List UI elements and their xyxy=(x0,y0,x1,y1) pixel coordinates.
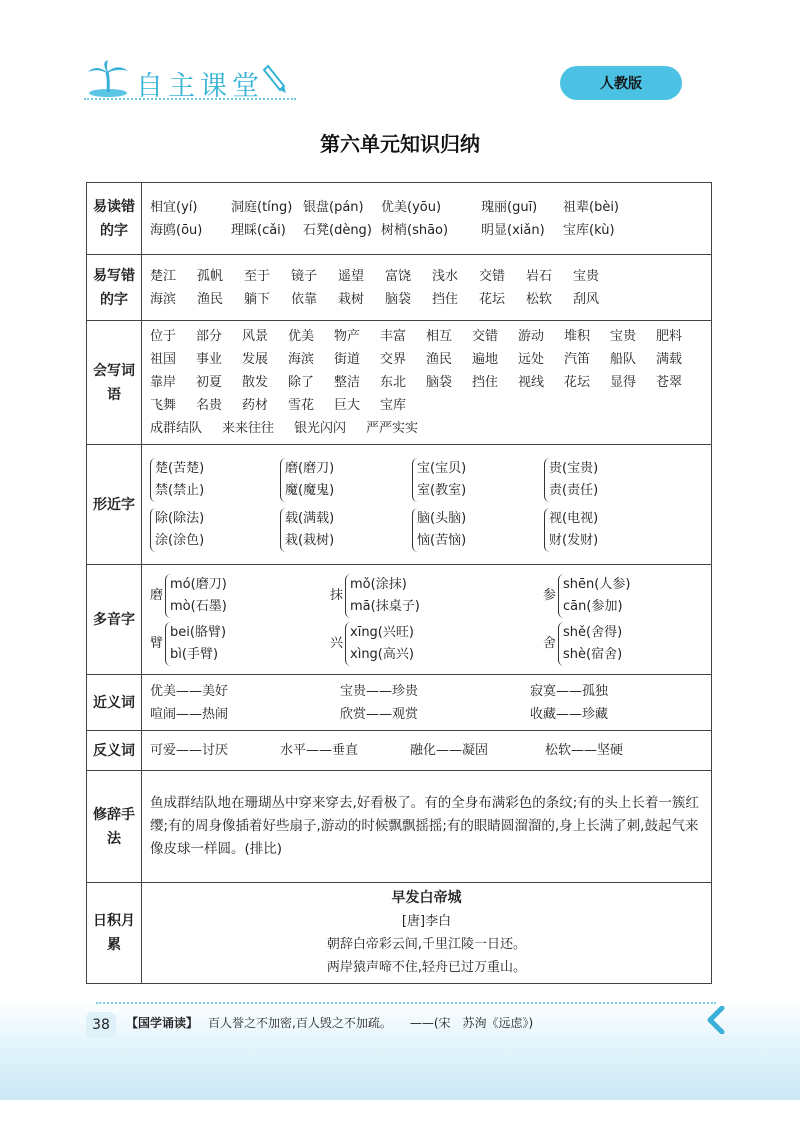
easy-read-content xyxy=(142,183,712,255)
vocab-item: 苍翠 xyxy=(656,375,683,390)
easy-read-item: 明显(xiǎn) xyxy=(481,222,545,238)
similar-group xyxy=(412,458,544,502)
polyphone-group xyxy=(150,574,330,618)
similar-word: 贵(宝贵) xyxy=(549,460,599,476)
easy-read-item: 洞庭(tíng) xyxy=(231,199,293,215)
vocab-item: 雪花 xyxy=(288,398,315,413)
vocab-item: 船队 xyxy=(610,352,637,367)
knowledge-table xyxy=(86,182,712,984)
vocab-item: 汽笛 xyxy=(564,352,591,367)
easy-write-item: 镜子 xyxy=(291,268,318,284)
easy-write-item: 宝贵 xyxy=(573,268,600,284)
easy-read-item: 相宜(yí) xyxy=(150,199,198,215)
easy-write-item: 挡住 xyxy=(432,291,459,307)
easy-write-item: 脑袋 xyxy=(385,291,412,307)
table-row xyxy=(87,445,712,565)
polyphone-content xyxy=(142,565,712,675)
similar-word: 责(责任) xyxy=(549,482,599,498)
similar-word: 视(电视) xyxy=(549,510,599,526)
similar-group xyxy=(544,458,664,502)
similar-word: 楚(苦楚) xyxy=(155,460,205,476)
vocab-item: 名贵 xyxy=(196,398,223,413)
vocab-item: 交错 xyxy=(472,329,499,344)
polyphone-readings xyxy=(165,622,226,666)
palm-tree-icon xyxy=(86,60,132,98)
polyphone-readings xyxy=(558,574,630,618)
vocab-item: 整洁 xyxy=(334,375,361,390)
table-row xyxy=(87,321,712,445)
synonyms-grid xyxy=(150,680,703,726)
row-label-similar: 形近字 xyxy=(87,445,142,565)
vocab-item: 堆积 xyxy=(564,329,591,344)
similar-word: 载(满载) xyxy=(285,510,335,526)
vocab-item: 远处 xyxy=(518,352,545,367)
antonym-pair: 水平——垂直 xyxy=(280,743,359,758)
table-row xyxy=(87,183,712,255)
similar-word: 恼(苦恼) xyxy=(417,532,467,548)
easy-read-item: 海鸥(ōu) xyxy=(150,222,203,238)
easy-read-item: 理睬(cǎi) xyxy=(231,222,286,238)
vocab-item: 位于 xyxy=(150,329,177,344)
row-label-polyphone: 多音字 xyxy=(87,565,142,675)
similar-word: 魔(魔鬼) xyxy=(285,482,335,498)
table-row xyxy=(87,731,712,771)
poem-line: 两岸猿声啼不住,轻舟已过万重山。 xyxy=(326,960,527,975)
easy-write-item: 依靠 xyxy=(291,291,318,307)
vocab-content xyxy=(142,321,712,445)
similar-group xyxy=(280,508,412,552)
synonym-pair: 寂寞——孤独 xyxy=(530,683,609,699)
easy-write-item: 松软 xyxy=(526,291,553,307)
antonyms-content xyxy=(142,731,712,771)
vocab-item: 渔民 xyxy=(426,352,453,367)
synonym-pair: 喧闹——热闹 xyxy=(150,706,229,722)
vocab-item: 游动 xyxy=(518,329,545,344)
vocab-item: 初夏 xyxy=(196,375,223,390)
polyphone-reading: bì(手臂) xyxy=(170,646,219,662)
vocab-item: 宝贵 xyxy=(610,329,637,344)
synonym-pair: 优美——美好 xyxy=(150,683,229,699)
poem-author: [唐]李白 xyxy=(401,914,452,929)
vocab-item: 宝库 xyxy=(380,398,407,413)
vocab-grid xyxy=(150,325,703,417)
footer-divider xyxy=(96,1002,716,1004)
polyphone-reading: shēn(人参) xyxy=(563,576,631,592)
polyphone-group xyxy=(150,622,330,666)
similar-group xyxy=(150,508,280,552)
quote-tag: 【国学诵读】 xyxy=(126,1016,199,1030)
easy-write-item: 遥望 xyxy=(338,268,365,284)
vocab-item: 遍地 xyxy=(472,352,499,367)
easy-write-item: 岩石 xyxy=(526,268,553,284)
polyphone-readings xyxy=(165,574,227,618)
row-label-daily: 日积月累 xyxy=(87,883,142,984)
polyphone-reading: shè(宿舍) xyxy=(563,646,623,662)
quote-source: ——(宋 苏洵《远虑》) xyxy=(409,1016,534,1030)
brand-title: 自主课堂 xyxy=(136,71,264,102)
header-divider xyxy=(84,98,296,100)
vocab-item: 飞舞 xyxy=(150,398,177,413)
polyphone-reading: cān(参加) xyxy=(563,598,623,614)
row-label-rhetoric: 修辞手法 xyxy=(87,771,142,883)
page-number: 38 xyxy=(86,1012,116,1038)
similar-word: 栽(栽树) xyxy=(285,532,335,548)
antonym-pair: 可爱——讨厌 xyxy=(150,743,229,758)
vocab-item: 祖国 xyxy=(150,352,177,367)
easy-write-content xyxy=(142,255,712,321)
polyphone-char: 臂 xyxy=(150,636,164,651)
vocab-item: 药材 xyxy=(242,398,269,413)
similar-group xyxy=(544,508,664,552)
vocab-item: 脑袋 xyxy=(426,375,453,390)
vocab-item: 街道 xyxy=(334,352,361,367)
easy-write-item: 楚江 xyxy=(150,268,177,284)
antonym-pair: 融化——凝固 xyxy=(410,743,489,758)
poem-block xyxy=(142,883,712,984)
easy-write-item: 渔民 xyxy=(197,291,224,307)
easy-write-item: 富饶 xyxy=(385,268,412,284)
easy-write-item: 孤帆 xyxy=(197,268,224,284)
polyphone-readings xyxy=(558,622,622,666)
header-logo xyxy=(84,58,299,104)
similar-word: 室(教室) xyxy=(417,482,467,498)
similar-word: 脑(头脑) xyxy=(417,510,467,526)
similar-word: 宝(宝贝) xyxy=(417,460,467,476)
idiom-item: 银光闪闪 xyxy=(294,421,347,436)
similar-word: 磨(磨刀) xyxy=(285,460,335,476)
vocab-item: 除了 xyxy=(288,375,315,390)
polyphone-char: 磨 xyxy=(150,588,164,603)
polyphone-group xyxy=(543,622,703,666)
antonym-pair: 松软——坚硬 xyxy=(545,743,624,758)
row-label-synonyms: 近义词 xyxy=(87,675,142,731)
easy-write-item: 刮风 xyxy=(573,291,600,307)
polyphone-reading: mǒ(涂抹) xyxy=(350,576,407,592)
polyphone-group xyxy=(330,574,543,618)
polyphone-reading: xīng(兴旺) xyxy=(350,624,414,640)
table-row xyxy=(87,255,712,321)
easy-read-item: 银盘(pán) xyxy=(303,199,364,215)
vocab-item: 交界 xyxy=(380,352,407,367)
vocab-item: 挡住 xyxy=(472,375,499,390)
polyphone-group xyxy=(543,574,703,618)
synonyms-content xyxy=(142,675,712,731)
similar-word: 涂(涂色) xyxy=(155,532,205,548)
vocab-item: 靠岸 xyxy=(150,375,177,390)
easy-write-item: 栽树 xyxy=(338,291,365,307)
vocab-item: 显得 xyxy=(610,375,637,390)
table-row xyxy=(87,675,712,731)
similar-group xyxy=(412,508,544,552)
quote-text: 百人誉之不加密,百人毁之不加疏。 xyxy=(208,1016,392,1030)
edition-badge: 人教版 xyxy=(560,66,682,100)
easy-write-item: 躺下 xyxy=(244,291,271,307)
vocab-item: 视线 xyxy=(518,375,545,390)
vocab-item: 肥料 xyxy=(656,329,683,344)
chevron-left-icon[interactable] xyxy=(704,1006,728,1034)
easy-write-item: 交错 xyxy=(479,268,506,284)
table-row xyxy=(87,771,712,883)
easy-read-item: 宝库(kù) xyxy=(563,222,615,238)
easy-read-item: 祖辈(bèi) xyxy=(563,199,620,215)
easy-write-item: 至于 xyxy=(244,268,271,284)
vocab-item: 风景 xyxy=(242,329,269,344)
similar-group xyxy=(280,458,412,502)
vocab-item: 相互 xyxy=(426,329,453,344)
vocab-item: 满载 xyxy=(656,352,683,367)
easy-write-grid xyxy=(150,265,703,311)
rhetoric-text: 鱼成群结队地在珊瑚丛中穿来穿去,好看极了。有的全身布满彩色的条纹;有的头上长着一簇红缨;有的周身像插着好些扇子,游动的时候飘飘摇摇;有的眼睛圆溜溜的,身上长满了刺,鼓起气来像皮球一样圆。(排比) xyxy=(142,771,712,883)
polyphone-reading: xìng(高兴) xyxy=(350,646,414,662)
vocab-item: 事业 xyxy=(196,352,223,367)
polyphone-readings xyxy=(345,574,420,618)
easy-read-item: 瑰丽(guī) xyxy=(481,199,538,215)
vocab-item: 巨大 xyxy=(334,398,361,413)
polyphone-reading: shě(舍得) xyxy=(563,624,623,640)
polyphone-group xyxy=(330,622,543,666)
easy-read-grid xyxy=(150,196,703,242)
easy-read-item: 石凳(dèng) xyxy=(303,222,372,238)
vocab-item: 优美 xyxy=(288,329,315,344)
idiom-row xyxy=(150,417,703,440)
vocab-item: 东北 xyxy=(380,375,407,390)
pencil-icon xyxy=(262,62,290,96)
polyphone-reading: mó(磨刀) xyxy=(170,576,227,592)
footer-quote xyxy=(126,1014,533,1031)
polyphone-reading: mò(石墨) xyxy=(170,598,227,614)
row-label-easy-write: 易写错的字 xyxy=(87,255,142,321)
similar-word: 财(发财) xyxy=(549,532,599,548)
synonym-pair: 欣赏——观赏 xyxy=(340,706,419,722)
antonyms-grid xyxy=(150,739,703,762)
row-label-vocab: 会写词语 xyxy=(87,321,142,445)
similar-word: 除(除法) xyxy=(155,510,205,526)
synonym-pair: 收藏——珍藏 xyxy=(530,706,609,722)
polyphone-readings xyxy=(345,622,414,666)
easy-write-item: 海滨 xyxy=(150,291,177,307)
similar-grid xyxy=(150,458,703,552)
easy-read-item: 树梢(shāo) xyxy=(381,222,449,238)
vocab-item: 花坛 xyxy=(564,375,591,390)
similar-group xyxy=(150,458,280,502)
idiom-item: 来来往往 xyxy=(222,421,275,436)
polyphone-grid xyxy=(150,574,703,666)
vocab-item: 物产 xyxy=(334,329,361,344)
table-row xyxy=(87,883,712,984)
polyphone-reading: bei(胳臂) xyxy=(170,624,227,640)
vocab-item: 部分 xyxy=(196,329,223,344)
polyphone-char: 抹 xyxy=(330,588,344,603)
synonym-pair: 宝贵——珍贵 xyxy=(340,683,419,699)
polyphone-char: 舍 xyxy=(543,636,557,651)
idiom-item: 成群结队 xyxy=(150,421,203,436)
row-label-antonyms: 反义词 xyxy=(87,731,142,771)
similar-content xyxy=(142,445,712,565)
vocab-item: 海滨 xyxy=(288,352,315,367)
polyphone-char: 兴 xyxy=(330,636,344,651)
easy-write-item: 花坛 xyxy=(479,291,506,307)
polyphone-char: 参 xyxy=(543,588,557,603)
polyphone-reading: mā(抹桌子) xyxy=(350,598,420,614)
page-title: 第六单元知识归纳 xyxy=(320,132,480,156)
table-row xyxy=(87,565,712,675)
poem-title: 早发白帝城 xyxy=(391,890,462,906)
similar-word: 禁(禁止) xyxy=(155,482,205,498)
easy-write-item: 浅水 xyxy=(432,268,459,284)
row-label-easy-read: 易读错的字 xyxy=(87,183,142,255)
idiom-item: 严严实实 xyxy=(366,421,419,436)
vocab-item: 发展 xyxy=(242,352,269,367)
poem-line: 朝辞白帝彩云间,千里江陵一日还。 xyxy=(326,937,527,952)
easy-read-item: 优美(yōu) xyxy=(381,199,442,215)
vocab-item: 散发 xyxy=(242,375,269,390)
vocab-item: 丰富 xyxy=(380,329,407,344)
